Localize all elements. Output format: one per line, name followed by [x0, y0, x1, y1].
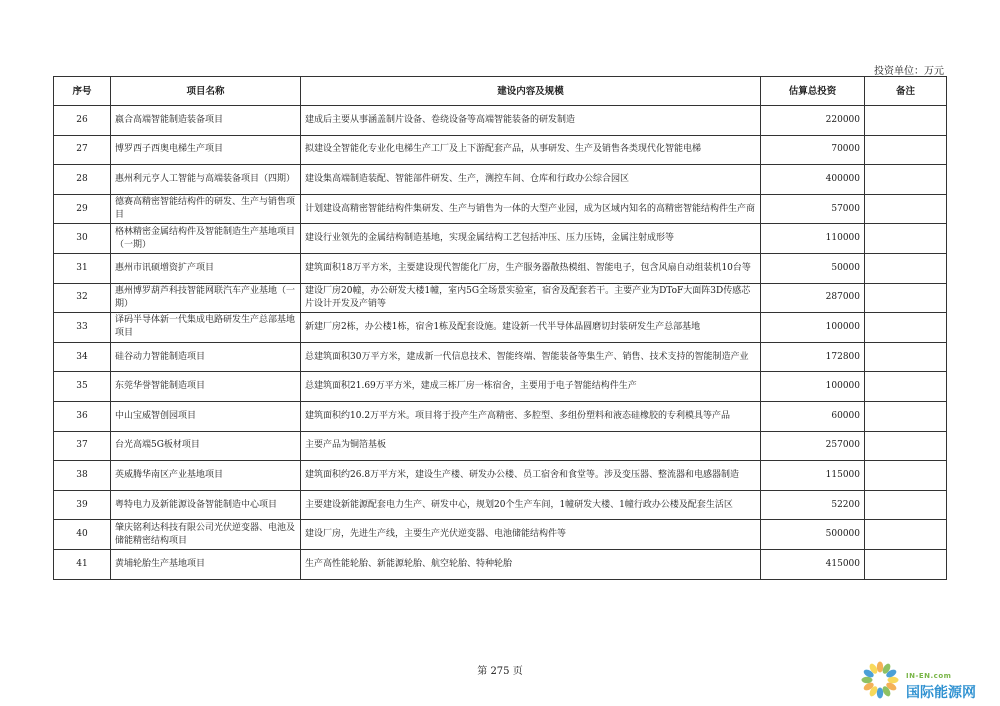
sun-ray [877, 662, 883, 673]
row-number-cell: 28 [54, 165, 111, 195]
table-row [54, 431, 947, 461]
table-row [54, 313, 947, 343]
table-row [54, 549, 947, 579]
content-scale-cell: 总建筑面积30万平方米，建成新一代信息技术、智能终端、智能装备等集生产、销售、技术支持的智能制造产业 [301, 342, 761, 372]
sun-ray [888, 677, 899, 683]
row-number-cell: 33 [54, 313, 111, 343]
project-name-cell: 惠州利元亨人工智能与高端装备项目（四期） [111, 165, 301, 195]
content-scale-cell: 建设行业领先的金属结构制造基地，实现金属结构工艺包括冲压、压力压铸，金属注射成形等 [301, 224, 761, 254]
content-scale-cell: 建筑面积18万平方米，主要建设现代智能化厂房，生产服务器散热模组、智能电子，包含风扇自动组装机10台等 [301, 253, 761, 283]
total-investment-cell: 52200 [761, 490, 865, 520]
remark-cell [865, 135, 947, 165]
header-total-investment: 估算总投资 [761, 77, 865, 106]
remark-cell [865, 549, 947, 579]
header-project-name: 项目名称 [111, 77, 301, 106]
remark-cell [865, 313, 947, 343]
table-row [54, 106, 947, 136]
total-investment-cell: 415000 [761, 549, 865, 579]
total-investment-cell: 500000 [761, 520, 865, 550]
remark-cell [865, 106, 947, 136]
table-body [54, 106, 947, 580]
project-name-cell: 粤特电力及新能源设备智能制造中心项目 [111, 490, 301, 520]
row-number-cell: 32 [54, 283, 111, 313]
table-row [54, 520, 947, 550]
remark-cell [865, 401, 947, 431]
row-number-cell: 40 [54, 520, 111, 550]
page-number: 第 275 页 [477, 666, 523, 677]
header-remark: 备注 [865, 77, 947, 106]
total-investment-cell: 115000 [761, 461, 865, 491]
project-name-cell: 硅谷动力智能制造项目 [111, 342, 301, 372]
table-header-row [54, 77, 947, 106]
total-investment-cell: 70000 [761, 135, 865, 165]
row-number-cell: 41 [54, 549, 111, 579]
project-name-cell: 黄埔轮胎生产基地项目 [111, 549, 301, 579]
table-row [54, 283, 947, 313]
row-number-cell: 34 [54, 342, 111, 372]
row-number-cell: 29 [54, 194, 111, 224]
total-investment-cell: 172800 [761, 342, 865, 372]
project-name-cell: 博罗西子西奥电梯生产项目 [111, 135, 301, 165]
content-scale-cell: 生产高性能轮胎、新能源轮胎、航空轮胎、特种轮胎 [301, 549, 761, 579]
project-name-cell: 中山宝威智创园项目 [111, 401, 301, 431]
total-investment-cell: 257000 [761, 431, 865, 461]
table-row [54, 224, 947, 254]
total-investment-cell: 57000 [761, 194, 865, 224]
content-scale-cell: 建设厂房，先进生产线，主要生产光伏逆变器、电池储能结构件等 [301, 520, 761, 550]
content-scale-cell: 拟建设全智能化专业化电梯生产工厂及上下游配套产品，从事研发、生产及销售各类现代化智能电梯 [301, 135, 761, 165]
table-row [54, 135, 947, 165]
remark-cell [865, 253, 947, 283]
watermark-brand: IN-EN.com [906, 672, 952, 680]
remark-cell [865, 431, 947, 461]
remark-cell [865, 490, 947, 520]
table-row [54, 490, 947, 520]
content-scale-cell: 建设厂房20幢，办公研发大楼1幢，室内5G全场景实验室，宿舍及配套若干。主要产业为DToF大面阵3D传感芯片设计开发及产销等 [301, 283, 761, 313]
project-name-cell: 惠州市讯硕增资扩产项目 [111, 253, 301, 283]
project-name-cell: 英威腾华南区产业基地项目 [111, 461, 301, 491]
row-number-cell: 39 [54, 490, 111, 520]
table-row [54, 194, 947, 224]
content-scale-cell: 建成后主要从事涵盖制片设备、卷绕设备等高端智能装备的研发制造 [301, 106, 761, 136]
project-name-cell: 惠州博罗葫芦科技智能网联汽车产业基地（一期） [111, 283, 301, 313]
row-number-cell: 31 [54, 253, 111, 283]
watermark [850, 654, 1000, 706]
row-number-cell: 35 [54, 372, 111, 402]
row-number-cell: 26 [54, 106, 111, 136]
remark-cell [865, 224, 947, 254]
remark-cell [865, 520, 947, 550]
project-table [53, 76, 947, 580]
investment-unit-note: 投资单位：万元 [874, 66, 944, 77]
project-name-cell: 格林精密金属结构件及智能制造生产基地项目（一期） [111, 224, 301, 254]
content-scale-cell: 建设集高端制造装配、智能部件研发、生产，测控车间、仓库和行政办公综合园区 [301, 165, 761, 195]
project-name-cell: 译码半导体新一代集成电路研发生产总部基地项目 [111, 313, 301, 343]
row-number-cell: 37 [54, 431, 111, 461]
row-number-cell: 30 [54, 224, 111, 254]
total-investment-cell: 50000 [761, 253, 865, 283]
remark-cell [865, 461, 947, 491]
project-name-cell: 肇庆铭利达科技有限公司光伏逆变器、电池及储能精密结构项目 [111, 520, 301, 550]
remark-cell [865, 342, 947, 372]
sun-ray [862, 677, 873, 683]
table-row [54, 165, 947, 195]
total-investment-cell: 100000 [761, 372, 865, 402]
remark-cell [865, 165, 947, 195]
content-scale-cell: 建筑面积约26.8万平方米，建设生产楼、研发办公楼、员工宿舍和食堂等。涉及变压器、整流器和电感器制造 [301, 461, 761, 491]
table-row [54, 461, 947, 491]
row-number-cell: 38 [54, 461, 111, 491]
total-investment-cell: 220000 [761, 106, 865, 136]
total-investment-cell: 100000 [761, 313, 865, 343]
content-scale-cell: 建筑面积约10.2万平方米。项目将于投产生产高精密、多腔型、多组份塑料和液态硅橡胶的专利模具等产品 [301, 401, 761, 431]
watermark-name: 国际能源网 [906, 685, 976, 701]
remark-cell [865, 372, 947, 402]
content-scale-cell: 主要产品为铜箔基板 [301, 431, 761, 461]
table-row [54, 372, 947, 402]
total-investment-cell: 110000 [761, 224, 865, 254]
remark-cell [865, 283, 947, 313]
remark-cell [865, 194, 947, 224]
row-number-cell: 27 [54, 135, 111, 165]
table-row [54, 253, 947, 283]
total-investment-cell: 60000 [761, 401, 865, 431]
project-name-cell: 嬴合高端智能制造装备项目 [111, 106, 301, 136]
content-scale-cell: 计划建设高精密智能结构件集研发、生产与销售为一体的大型产业园，成为区域内知名的高精密智能结构件生产商 [301, 194, 761, 224]
content-scale-cell: 新建厂房2栋，办公楼1栋，宿舍1栋及配套设施。建设新一代半导体晶圆磨切封装研发生产总部基地 [301, 313, 761, 343]
content-scale-cell: 总建筑面积21.69万平方米，建成三栋厂房一栋宿舍，主要用于电子智能结构件生产 [301, 372, 761, 402]
project-name-cell: 东莞华誉智能制造项目 [111, 372, 301, 402]
project-name-cell: 德赛高精密智能结构件的研发、生产与销售项目 [111, 194, 301, 224]
header-content-scale: 建设内容及规模 [301, 77, 761, 106]
table-row [54, 401, 947, 431]
total-investment-cell: 287000 [761, 283, 865, 313]
total-investment-cell: 400000 [761, 165, 865, 195]
sun-logo-icon [860, 660, 900, 700]
header-no: 序号 [54, 77, 111, 106]
project-name-cell: 台光高端5G板材项目 [111, 431, 301, 461]
row-number-cell: 36 [54, 401, 111, 431]
content-scale-cell: 主要建设新能源配套电力生产、研发中心，规划20个生产车间，1幢研发大楼、1幢行政办公楼及配套生活区 [301, 490, 761, 520]
table-row [54, 342, 947, 372]
sun-ray [877, 688, 883, 699]
